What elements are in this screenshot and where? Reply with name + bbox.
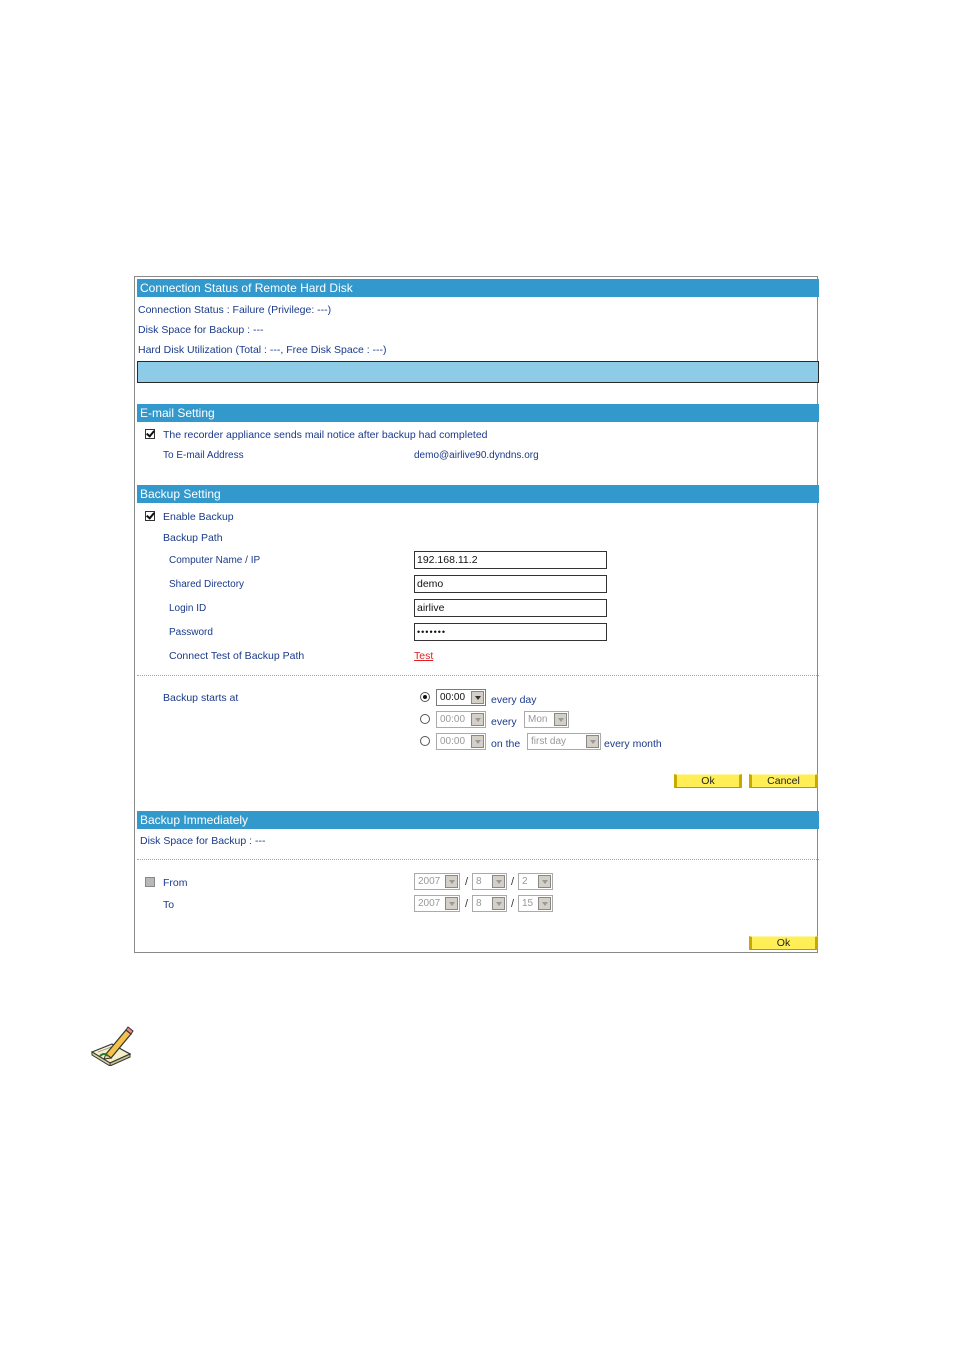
chevron-down-icon xyxy=(538,897,551,910)
cancel-button[interactable]: Cancel xyxy=(749,774,818,788)
shared-directory-label: Shared Directory xyxy=(169,579,245,590)
from-month-value: 8 xyxy=(476,876,482,887)
to-email-label: To E-mail Address xyxy=(163,450,244,461)
every-text: every xyxy=(491,716,517,728)
divider xyxy=(137,675,819,676)
to-year-select[interactable] xyxy=(414,895,460,912)
immediate-disk-space-text: Disk Space for Backup : --- xyxy=(140,835,266,847)
every-day-text: every day xyxy=(491,694,537,706)
to-email-value: demo@airlive90.dyndns.org xyxy=(414,450,539,461)
login-id-label: Login ID xyxy=(169,603,207,614)
backup-setting-header: Backup Setting xyxy=(137,485,819,503)
divider xyxy=(137,859,819,860)
to-month-value: 8 xyxy=(476,898,482,909)
on-the-text: on the xyxy=(491,738,521,750)
from-day-select[interactable] xyxy=(518,873,553,890)
schedule-daily-radio[interactable] xyxy=(420,692,430,702)
date-separator: / xyxy=(465,876,469,888)
chevron-down-icon xyxy=(492,875,505,888)
date-separator: / xyxy=(511,898,515,910)
from-day-value: 2 xyxy=(522,876,528,887)
daily-time-value: 00:00 xyxy=(440,692,466,703)
chevron-down-icon xyxy=(554,713,567,726)
chevron-down-icon xyxy=(445,875,458,888)
disk-space-text: Disk Space for Backup : --- xyxy=(138,324,264,336)
weekly-day-value: Mon xyxy=(528,714,548,725)
chevron-down-icon xyxy=(471,735,484,748)
shared-directory-input[interactable]: demo xyxy=(414,575,607,593)
chevron-down-icon xyxy=(445,897,458,910)
to-year-value: 2007 xyxy=(418,898,441,909)
from-year-value: 2007 xyxy=(418,876,441,887)
chevron-down-icon xyxy=(538,875,551,888)
disk-utilization-bar xyxy=(137,361,819,383)
remote-backup-panel xyxy=(134,276,818,953)
chevron-down-icon xyxy=(471,691,484,704)
to-day-select[interactable] xyxy=(518,895,553,912)
monthly-time-value: 00:00 xyxy=(440,736,466,747)
daily-time-select[interactable] xyxy=(436,689,486,706)
weekly-time-value: 00:00 xyxy=(440,714,466,725)
monthly-day-value: first day xyxy=(531,736,567,747)
login-id-input[interactable]: airlive xyxy=(414,599,607,617)
backup-immediately-header: Backup Immediately xyxy=(137,811,819,829)
every-month-text: every month xyxy=(604,738,662,750)
connect-test-label: Connect Test of Backup Path xyxy=(169,650,305,662)
note-pencil-icon xyxy=(90,1026,134,1066)
connection-status-text: Connection Status : Failure (Privilege: ---) xyxy=(138,304,332,316)
disk-utilization-text: Hard Disk Utilization (Total : ---, Free Disk Space : ---) xyxy=(138,344,387,356)
enable-backup-label: Enable Backup xyxy=(163,511,234,523)
test-link[interactable]: Test xyxy=(414,650,434,662)
monthly-day-select[interactable] xyxy=(527,733,601,750)
chevron-down-icon xyxy=(492,897,505,910)
password-label: Password xyxy=(169,627,213,638)
from-label: From xyxy=(163,877,188,889)
from-year-select[interactable] xyxy=(414,873,460,890)
computer-name-label: Computer Name / IP xyxy=(169,555,261,566)
mail-notice-label: The recorder appliance sends mail notice after backup had completed xyxy=(163,429,488,441)
to-month-select[interactable] xyxy=(472,895,507,912)
date-separator: / xyxy=(465,898,469,910)
ok-button[interactable]: Ok xyxy=(674,774,742,788)
from-checkbox[interactable] xyxy=(145,877,155,887)
password-input[interactable]: ••••••• xyxy=(414,623,607,641)
enable-backup-checkbox[interactable] xyxy=(145,511,155,521)
computer-name-input[interactable]: 192.168.11.2 xyxy=(414,551,607,569)
schedule-monthly-radio[interactable] xyxy=(420,736,430,746)
to-label: To xyxy=(163,899,175,911)
weekly-time-select[interactable] xyxy=(436,711,486,728)
monthly-time-select[interactable] xyxy=(436,733,486,750)
backup-starts-label: Backup starts at xyxy=(163,692,239,704)
date-separator: / xyxy=(511,876,515,888)
schedule-weekly-radio[interactable] xyxy=(420,714,430,724)
chevron-down-icon xyxy=(471,713,484,726)
mail-notice-checkbox[interactable] xyxy=(145,429,155,439)
immediate-ok-button[interactable]: Ok xyxy=(749,936,818,950)
weekly-day-select[interactable] xyxy=(524,711,569,728)
from-month-select[interactable] xyxy=(472,873,507,890)
backup-path-label: Backup Path xyxy=(163,532,223,544)
to-day-value: 15 xyxy=(522,898,534,909)
connection-status-header: Connection Status of Remote Hard Disk xyxy=(137,279,819,297)
email-setting-header: E-mail Setting xyxy=(137,404,819,422)
chevron-down-icon xyxy=(586,735,599,748)
